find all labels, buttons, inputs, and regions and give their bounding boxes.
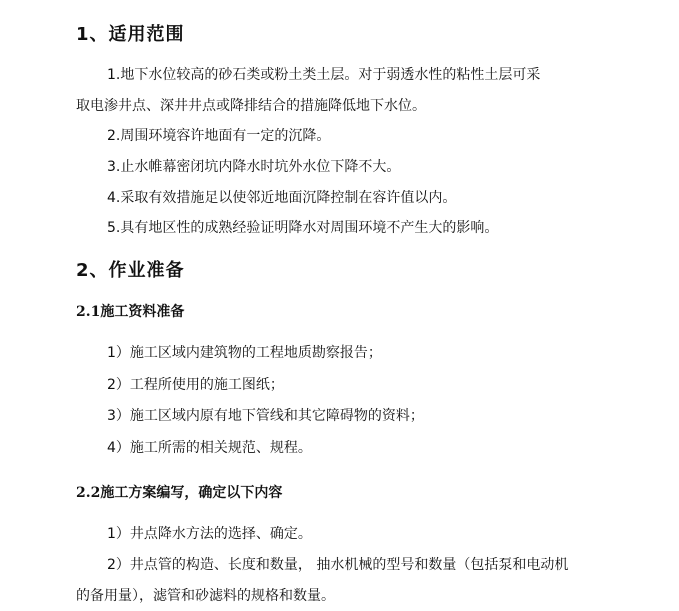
scope-item-1-line-2: 取电渗井点、深井井点或降排结合的措施降低地下水位。 bbox=[76, 98, 426, 114]
section-heading-scope: 1、适用范围 bbox=[76, 24, 185, 45]
plan-item-1: 1）井点降水方法的选择、确定。 bbox=[107, 526, 312, 542]
plan-item-2-line-1: 2）井点管的构造、长度和数量， 抽水机械的型号和数量（包括泵和电动机 bbox=[107, 557, 569, 573]
scope-item-3: 3.止水帷幕密闭坑内降水时坑外水位下降不大。 bbox=[107, 159, 401, 175]
scope-item-4: 4.采取有效措施足以使邻近地面沉降控制在容许值以内。 bbox=[107, 190, 457, 206]
subsection-heading-plan: 2.2施工方案编写，确定以下内容 bbox=[76, 485, 283, 501]
scope-item-5: 5.具有地区性的成熟经验证明降水对周围环境不产生大的影响。 bbox=[107, 220, 499, 236]
scope-item-1-line-1: 1.地下水位较高的砂石类或粉土类土层。对于弱透水性的粘性土层可采 bbox=[107, 67, 541, 83]
plan-item-2-line-2: 的备用量），滤管和砂滤料的规格和数量。 bbox=[76, 588, 335, 604]
scope-item-2: 2.周围环境容许地面有一定的沉降。 bbox=[107, 128, 331, 144]
materials-item-4: 4）施工所需的相关规范、规程。 bbox=[107, 440, 312, 456]
materials-item-2: 2）工程所使用的施工图纸； bbox=[107, 377, 284, 393]
section-heading-preparation: 2、作业准备 bbox=[76, 260, 185, 281]
subsection-heading-materials: 2.1施工资料准备 bbox=[76, 304, 185, 320]
materials-item-3: 3）施工区域内原有地下管线和其它障碍物的资料； bbox=[107, 408, 424, 424]
materials-item-1: 1）施工区域内建筑物的工程地质勘察报告； bbox=[107, 345, 382, 361]
